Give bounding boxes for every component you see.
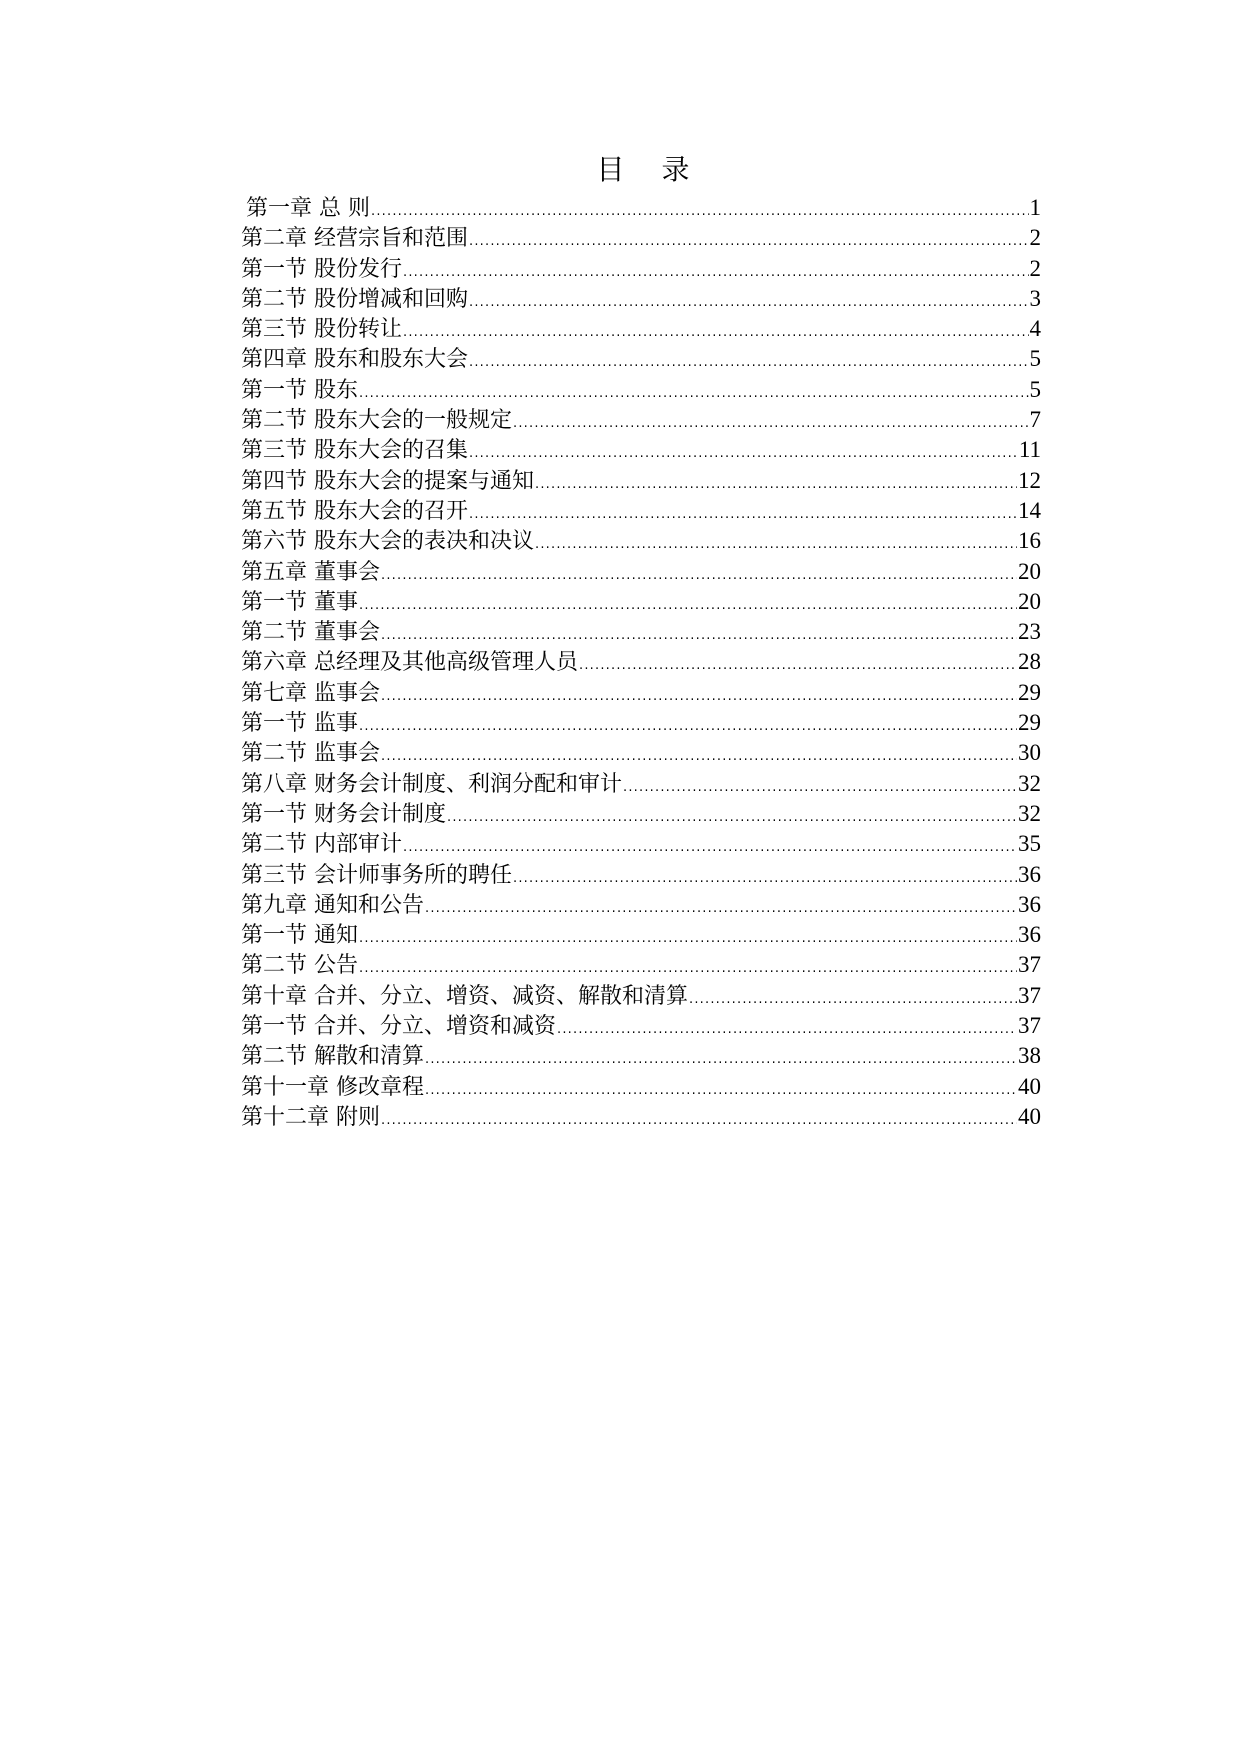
- toc-entry-label: 第九章 通知和公告: [241, 892, 424, 918]
- toc-entry-label: 第七章 监事会: [241, 680, 380, 706]
- toc-entry-page-number: 36: [1018, 891, 1041, 917]
- toc-entry-label: 第三节 会计师事务所的聘任: [241, 862, 512, 888]
- toc-entry[interactable]: [241, 647, 1041, 677]
- dot-leader: [425, 894, 1017, 924]
- toc-entry-label: 第四节 股东大会的提案与通知: [241, 468, 534, 494]
- toc-entry-label: 第二节 股东大会的一般规定: [241, 408, 512, 434]
- toc-entry-label: 第五章 董事会: [241, 559, 380, 585]
- toc-entry-label: 第四章 股东和股东大会: [241, 347, 468, 373]
- toc-entry-page-number: 2: [1029, 225, 1041, 251]
- toc-entry[interactable]: [241, 254, 1041, 284]
- toc-entry-page-number: 37: [1018, 952, 1041, 978]
- toc-entry-page-number: 37: [1018, 982, 1041, 1008]
- toc-entry-label: 第六章 总经理及其他高级管理人员: [241, 650, 578, 676]
- toc-entry[interactable]: [241, 466, 1041, 496]
- toc-entry-label: 第二节 股份增减和回购: [241, 286, 468, 312]
- dot-leader: [359, 591, 1017, 621]
- dot-leader: [381, 1106, 1017, 1136]
- dot-leader: [447, 803, 1017, 833]
- dot-leader: [469, 439, 1018, 469]
- toc-entry-page-number: 40: [1018, 1103, 1041, 1129]
- toc-entry[interactable]: [241, 920, 1041, 950]
- toc-entry[interactable]: [241, 678, 1041, 708]
- toc-entry[interactable]: [241, 829, 1041, 859]
- toc-entry[interactable]: [241, 1041, 1041, 1071]
- toc-entry[interactable]: [241, 587, 1041, 617]
- toc-entry[interactable]: [241, 223, 1041, 253]
- toc-entry-label: 第一节 财务会计制度: [241, 801, 446, 827]
- toc-entry-label: 第二章 经营宗旨和范围: [241, 226, 468, 252]
- toc-entry-page-number: 36: [1018, 922, 1041, 948]
- toc-entry-page-number: 12: [1018, 467, 1041, 493]
- toc-entry-page-number: 5: [1029, 376, 1041, 402]
- toc-entry[interactable]: [241, 284, 1041, 314]
- toc-title: 目 录: [596, 153, 704, 186]
- toc-entry-page-number: 3: [1029, 285, 1041, 311]
- dot-leader: [425, 1076, 1017, 1106]
- dot-leader: [359, 924, 1017, 954]
- toc-entry-page-number: 20: [1018, 558, 1041, 584]
- toc-entry[interactable]: [241, 860, 1041, 890]
- toc-entry-label: 第二节 董事会: [241, 620, 380, 646]
- toc-entry-page-number: 40: [1018, 1073, 1041, 1099]
- toc-entry-page-number: 2: [1029, 255, 1041, 281]
- toc-entry-label: 第一节 监事: [241, 711, 358, 737]
- toc-entry-label: 第二节 公告: [241, 953, 358, 979]
- dot-leader: [359, 954, 1017, 984]
- toc-entry-label: 第三节 股东大会的召集: [241, 438, 468, 464]
- toc-entry-label: 第一节 股份发行: [241, 256, 402, 282]
- toc-entry-page-number: 20: [1018, 588, 1041, 614]
- toc-entry[interactable]: [241, 375, 1041, 405]
- toc-entry-page-number: 32: [1018, 800, 1041, 826]
- toc-entry-label: 第三节 股份转让: [241, 317, 402, 343]
- toc-entry[interactable]: [241, 526, 1041, 556]
- toc-entry[interactable]: [241, 799, 1041, 829]
- dot-leader: [469, 227, 1029, 257]
- toc-entry-label: 第十章 合并、分立、增资、减资、解散和清算: [241, 983, 688, 1009]
- dot-leader: [371, 197, 1029, 227]
- dot-leader: [513, 409, 1029, 439]
- dot-leader: [403, 833, 1017, 863]
- toc-entry[interactable]: [241, 738, 1041, 768]
- dot-leader: [381, 682, 1017, 712]
- toc-entry-label: 第一节 股东: [241, 377, 358, 403]
- dot-leader: [469, 348, 1029, 378]
- toc-entry-label: 第二节 解散和清算: [241, 1044, 424, 1070]
- toc-entry-label: 第一节 董事: [241, 589, 358, 615]
- toc-entry[interactable]: [241, 344, 1041, 374]
- dot-leader: [513, 864, 1017, 894]
- toc-entry-label: 第一节 合并、分立、增资和减资: [241, 1014, 556, 1040]
- toc-entry-page-number: 7: [1029, 407, 1041, 433]
- dot-leader: [535, 530, 1017, 560]
- toc-entry[interactable]: [241, 557, 1041, 587]
- dot-leader: [359, 379, 1029, 409]
- toc-entry-page-number: 37: [1018, 1013, 1041, 1039]
- toc-entry[interactable]: [241, 1072, 1041, 1102]
- toc-entry-label: 第一章 总 则: [246, 196, 370, 221]
- toc-entry[interactable]: [241, 1102, 1041, 1132]
- dot-leader: [381, 561, 1017, 591]
- toc-entry[interactable]: [241, 617, 1041, 647]
- dot-leader: [535, 470, 1017, 500]
- dot-leader: [469, 500, 1017, 530]
- toc-entry[interactable]: [241, 708, 1041, 738]
- dot-leader: [359, 712, 1017, 742]
- toc-entry-label: 第八章 财务会计制度、利润分配和审计: [241, 771, 622, 797]
- toc-entry[interactable]: [241, 496, 1041, 526]
- toc-entry-page-number: 29: [1018, 679, 1041, 705]
- toc-entry[interactable]: [241, 981, 1041, 1011]
- toc-entry[interactable]: [241, 405, 1041, 435]
- dot-leader: [557, 1015, 1017, 1045]
- toc-entry-page-number: 30: [1018, 740, 1041, 766]
- toc-entry[interactable]: [241, 950, 1041, 980]
- toc-entry-label: 第五节 股东大会的召开: [241, 498, 468, 524]
- dot-leader: [425, 1045, 1017, 1075]
- dot-leader: [381, 742, 1017, 772]
- toc-entry-page-number: 23: [1018, 619, 1041, 645]
- toc-entry[interactable]: [241, 769, 1041, 799]
- toc-entry-label: 第十一章 修改章程: [241, 1074, 424, 1100]
- toc-entry-page-number: 29: [1018, 710, 1041, 736]
- toc-entry-page-number: 11: [1018, 437, 1041, 463]
- toc-entry-label: 第二节 监事会: [241, 741, 380, 767]
- toc-entry-page-number: 16: [1018, 528, 1041, 554]
- toc-entry[interactable]: [241, 890, 1041, 920]
- toc-entry-page-number: 32: [1018, 770, 1041, 796]
- dot-leader: [469, 288, 1029, 318]
- toc-entry-page-number: 38: [1018, 1043, 1041, 1069]
- toc-entry[interactable]: [241, 314, 1041, 344]
- toc-entry[interactable]: [241, 193, 1041, 223]
- toc-entry-page-number: 14: [1018, 497, 1041, 523]
- dot-leader: [579, 651, 1017, 681]
- dot-leader: [623, 773, 1017, 803]
- toc-entry[interactable]: [241, 1011, 1041, 1041]
- dot-leader: [381, 621, 1017, 651]
- toc-entry[interactable]: [241, 435, 1041, 465]
- dot-leader: [403, 258, 1029, 288]
- toc-entry-label: 第一节 通知: [241, 923, 358, 949]
- toc-entry-page-number: 36: [1018, 861, 1041, 887]
- toc-entry-label: 第二节 内部审计: [241, 832, 402, 858]
- toc-entry-page-number: 1: [1029, 195, 1041, 220]
- toc-entry-page-number: 28: [1018, 649, 1041, 675]
- toc-entry-page-number: 4: [1029, 316, 1041, 342]
- toc-entry-page-number: 5: [1029, 346, 1041, 372]
- dot-leader: [689, 985, 1017, 1015]
- toc-entry-page-number: 35: [1018, 831, 1041, 857]
- toc-list: [241, 193, 1041, 1132]
- dot-leader: [403, 318, 1029, 348]
- toc-entry-label: 第十二章 附则: [241, 1104, 380, 1130]
- toc-entry-label: 第六节 股东大会的表决和决议: [241, 529, 534, 555]
